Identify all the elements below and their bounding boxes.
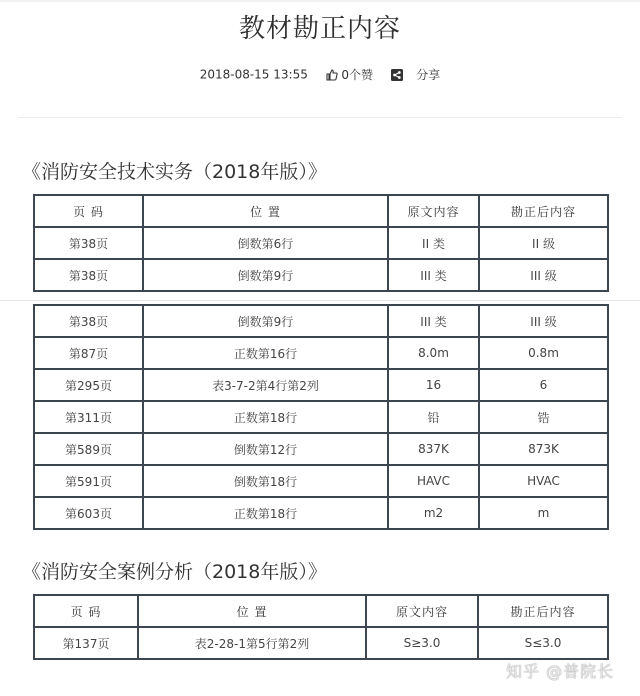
header-original: 原文内容: [388, 195, 479, 227]
cell-location: 正数第16行: [143, 337, 388, 369]
cell-corrected: III 级: [479, 259, 608, 291]
table-row: [34, 627, 608, 659]
cell-page: 第591页: [34, 465, 143, 497]
cell-location: 表3-7-2第4行第2列: [143, 369, 388, 401]
cell-page: 第137页: [34, 627, 138, 659]
cell-original: m2: [388, 497, 479, 529]
cell-original: 837K: [388, 433, 479, 465]
header-location: 位 置: [143, 195, 388, 227]
header-corrected: 勘正后内容: [478, 595, 608, 627]
header-original: 原文内容: [366, 595, 478, 627]
cell-corrected: II 级: [479, 227, 608, 259]
table-header-row: [34, 195, 608, 227]
section-title-practice: 《消防安全技术实务（2018年版）》: [22, 161, 327, 183]
like-button[interactable]: [326, 67, 377, 81]
header-location: 位 置: [138, 595, 366, 627]
cell-corrected: 873K: [479, 433, 608, 465]
cell-page: 第589页: [34, 433, 143, 465]
cell-original: III 类: [388, 259, 479, 291]
share-button[interactable]: [391, 67, 441, 81]
cell-original: 铅: [388, 401, 479, 433]
cell-corrected: 锆: [479, 401, 608, 433]
header-corrected: 勘正后内容: [479, 195, 608, 227]
top-border: [0, 0, 640, 2]
cell-location: 倒数第18行: [143, 465, 388, 497]
cell-location: 正数第18行: [143, 401, 388, 433]
cell-corrected: 6: [479, 369, 608, 401]
section-title-case-analysis: 《消防安全案例分析（2018年版）》: [22, 561, 327, 583]
cell-location: 倒数第9行: [143, 259, 388, 291]
cell-corrected: 0.8m: [479, 337, 608, 369]
table-header-row: [34, 595, 608, 627]
header-page: 页 码: [34, 595, 138, 627]
cell-page: 第38页: [34, 259, 143, 291]
cell-original: II 类: [388, 227, 479, 259]
cell-original: 16: [388, 369, 479, 401]
cell-page: 第38页: [34, 305, 143, 337]
cell-corrected: m: [479, 497, 608, 529]
errata-table-case-analysis: [33, 594, 609, 660]
header-page: 页 码: [34, 195, 143, 227]
share-icon: [391, 69, 403, 81]
publish-date: 2018-08-15 13:55: [199, 67, 308, 82]
cell-original: III 类: [388, 305, 479, 337]
table-row: [34, 369, 608, 401]
cell-location: 倒数第9行: [143, 305, 388, 337]
share-label: 分享: [416, 68, 441, 82]
cell-original: 8.0m: [388, 337, 479, 369]
cell-original: HAVC: [388, 465, 479, 497]
table-row: [34, 337, 608, 369]
cell-page: 第87页: [34, 337, 143, 369]
thumbs-up-icon: [326, 69, 338, 81]
table-row: [34, 465, 608, 497]
cell-location: 正数第18行: [143, 497, 388, 529]
table-row: [34, 497, 608, 529]
errata-table-practice-part1: [33, 194, 609, 292]
table-row: [34, 259, 608, 291]
watermark: 知乎 @普院长: [506, 662, 615, 681]
cell-corrected: III 级: [479, 305, 608, 337]
table-row: [34, 401, 608, 433]
table-row: [34, 305, 608, 337]
cell-page: 第311页: [34, 401, 143, 433]
cell-location: 倒数第12行: [143, 433, 388, 465]
article-title: 教材勘正内容: [238, 14, 401, 44]
cell-location: 倒数第6行: [143, 227, 388, 259]
cell-corrected: S≤3.0: [478, 627, 608, 659]
cell-original: S≥3.0: [366, 627, 478, 659]
cell-location: 表2-28-1第5行第2列: [138, 627, 366, 659]
article-meta: [0, 66, 640, 83]
cell-page: 第603页: [34, 497, 143, 529]
cell-corrected: HVAC: [479, 465, 608, 497]
cell-page: 第38页: [34, 227, 143, 259]
divider: [18, 117, 622, 118]
screenshot-seam-divider: [0, 300, 640, 301]
like-count: 0个赞: [341, 68, 373, 82]
cell-page: 第295页: [34, 369, 143, 401]
errata-table-practice-part2: [33, 304, 609, 530]
table-row: [34, 433, 608, 465]
table-row: [34, 227, 608, 259]
